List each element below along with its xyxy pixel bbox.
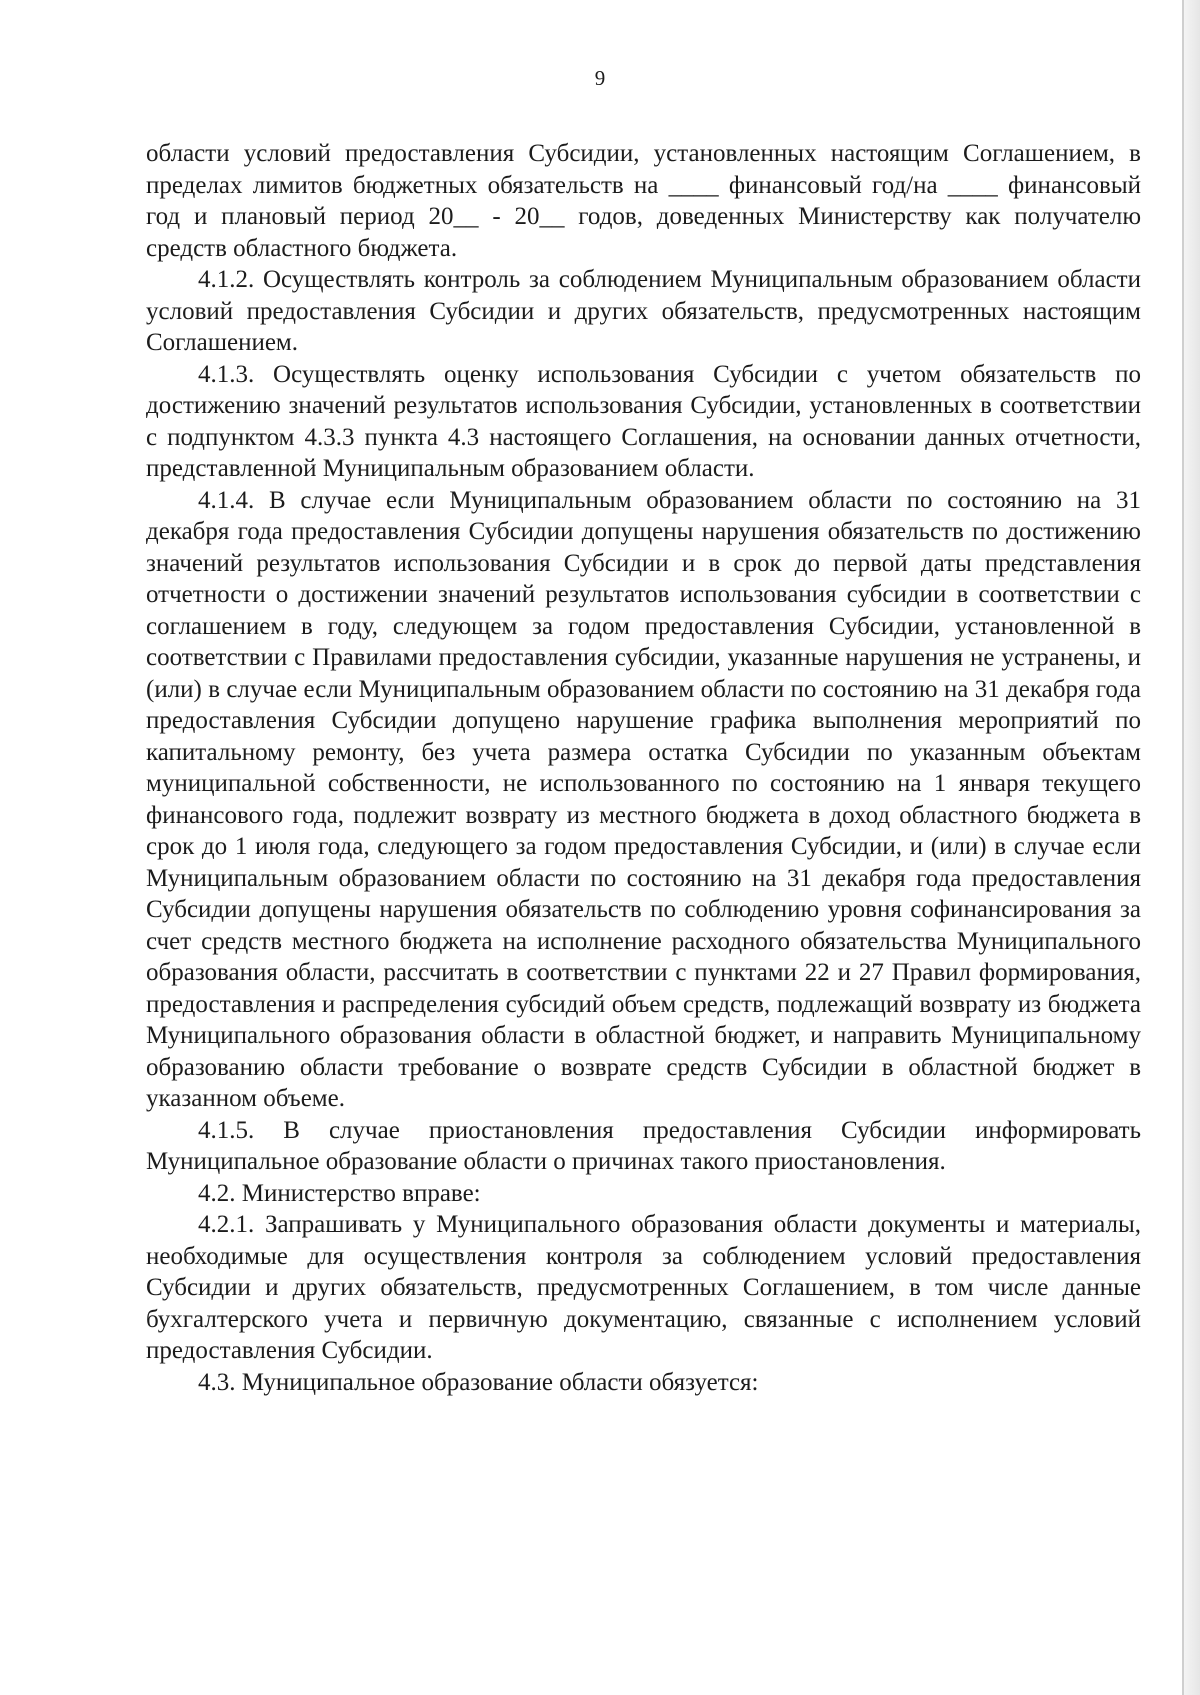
paragraph-4-1-2: 4.1.2. Осуществлять контроль за соблюдением Муниципальным образованием области условий предоставления Субсидии и других обязательств, предусмотренных настоящим Соглашением.	[146, 266, 1141, 356]
paragraph-4-3: 4.3. Муниципальное образование области обязуется:	[198, 1368, 759, 1396]
paragraph-4-2-1: 4.2.1. Запрашивать у Муниципального образования области документы и материалы, необходимые для осуществления контроля за соблюдением условий предоставления Субсидии и других обязательств, предусмотренных Соглашением, в том числе данные бухгалтерского учета и первичную документацию, связанные с исполнением условий предоставления Субсидии.	[146, 1211, 1141, 1364]
paragraph-4-1-4: 4.1.4. В случае если Муниципальным образованием области по состоянию на 31 декабря года предоставления Субсидии допущены нарушения обязательств по достижению значений результатов использования Субсидии и в срок до первой даты представления отчетности о достижении значений результатов использования субсидии в соответствии с соглашением в году, следующем за годом предоставления Субсидии, установленной в соответствии с Правилами предоставления субсидии, указанные нарушения не устранены, и (или) в случае если Муниципальным образованием области по состоянию на 31 декабря года предоставления Субсидии допущено нарушение графика выполнения мероприятий по капитальному ремонту, без учета размера остатка Субсидии по указанным объектам муниципальной собственности, не использованного по состоянию на 1 января текущего финансового года, подлежит возврату из местного бюджета в доход областного бюджета в срок до 1 июля года, следующего за годом предоставления Субсидии, и (или) в случае если Муниципальным образованием области по состоянию на 31 декабря года предоставления Субсидии допущены нарушения обязательств по соблюдению уровня софинансирования за счет средств местного бюджета на исполнение расходного обязательства Муниципального образования области, рассчитать в соответствии с пунктами 22 и 27 Правил формирования, предоставления и распределения субсидий объем средств, подлежащий возврату из бюджета Муниципального образования области в областной бюджет, и направить Муниципальному образованию области требование о возврате средств Субсидии в областной бюджет в указанном объеме.	[146, 486, 1141, 1112]
paragraph-continuation: области условий предоставления Субсидии, установленных настоящим Соглашением, в пределах лимитов бюджетных обязательств на ____ финансовый год/на ____ финансовый год и плановый период 20__ - 20__ годов, доведенных Министерству как получателю средств областного бюджета.	[146, 140, 1141, 262]
paragraph-4-1-5: 4.1.5. В случае приостановления предоставления Субсидии информировать Муниципальное образование области о причинах такого приостановления.	[146, 1116, 1141, 1175]
page-number: 9	[594, 66, 606, 90]
paragraph-4-1-3: 4.1.3. Осуществлять оценку использования Субсидии с учетом обязательств по достижению значений результатов использования Субсидии, установленных в соответствии с подпунктом 4.3.3 пункта 4.3 настоящего Соглашения, на основании данных отчетности, представленной Муниципальным образованием области.	[146, 360, 1141, 482]
scan-edge-shadow	[1184, 0, 1200, 1695]
paragraph-4-2: 4.2. Министерство вправе:	[198, 1179, 481, 1207]
scan-edge-line	[1182, 0, 1184, 1695]
document-body	[146, 138, 1141, 1398]
